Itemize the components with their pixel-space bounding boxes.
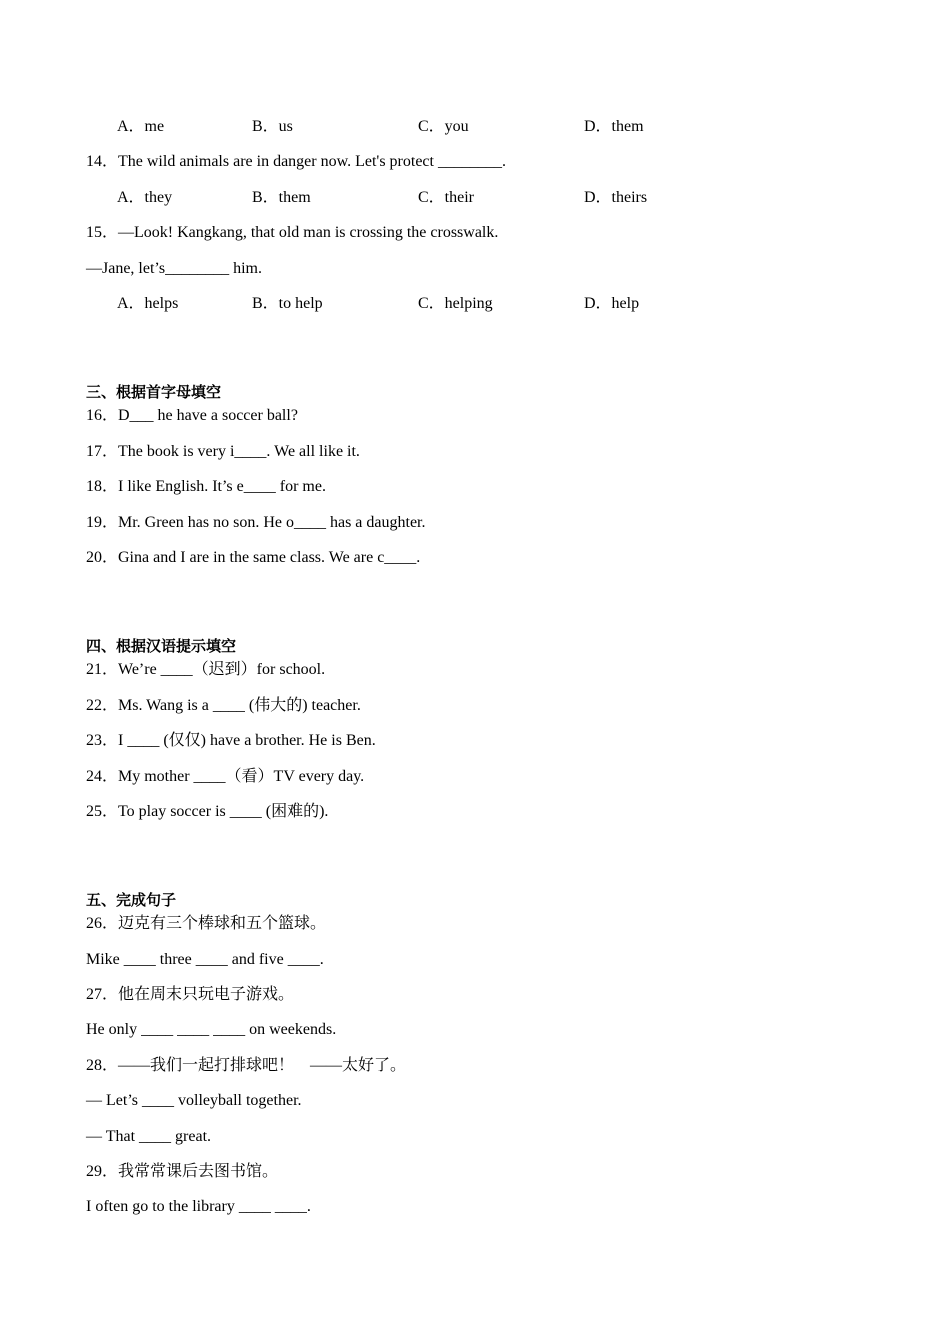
q14-option-c: C．their — [418, 189, 474, 206]
q15-option-a: A．helps — [117, 295, 179, 312]
q15-option-c: C．helping — [418, 295, 493, 312]
q26-prompt: 26．迈克有三个棒球和五个篮球。 — [86, 915, 327, 932]
q13-option-b: B．us — [252, 118, 293, 135]
q15-stem: 15．—Look! Kangkang, that old man is crossing the crosswalk. — [86, 224, 499, 241]
q19: 19．Mr. Green has no son. He o____ has a daughter. — [86, 514, 426, 531]
q13-option-c: C．you — [418, 118, 469, 135]
q14-stem: 14．The wild animals are in danger now. Let's protect ________. — [86, 153, 506, 170]
section3-title: 三、根据首字母填空 — [86, 383, 222, 401]
q28-sentence-1: — Let’s ____ volleyball together. — [86, 1092, 302, 1109]
q18: 18．I like English. It’s e____ for me. — [86, 478, 326, 495]
q21: 21．We’re ____（迟到）for school. — [86, 661, 326, 678]
section5-title: 五、完成句子 — [86, 891, 177, 909]
q23: 23．I ____ (仅仅) have a brother. He is Ben. — [86, 732, 376, 749]
q24: 24．My mother ____（看）TV every day. — [86, 768, 365, 785]
q14-option-d: D．theirs — [584, 189, 648, 206]
q17: 17．The book is very i____. We all like it. — [86, 443, 360, 460]
q14-option-b: B．them — [252, 189, 311, 206]
q13-option-d: D．them — [584, 118, 644, 135]
q27-prompt: 27．他在周末只玩电子游戏。 — [86, 986, 295, 1003]
q15-option-b: B．to help — [252, 295, 323, 312]
q15-reply: —Jane, let’s________ him. — [86, 260, 262, 277]
q27-sentence: He only ____ ____ ____ on weekends. — [86, 1021, 337, 1038]
q26-sentence: Mike ____ three ____ and five ____. — [86, 951, 324, 968]
q20: 20．Gina and I are in the same class. We are c____. — [86, 549, 421, 566]
q15-option-d: D．help — [584, 295, 640, 312]
q13-option-a: A．me — [117, 118, 165, 135]
section4-title: 四、根据汉语提示填空 — [86, 637, 237, 655]
q29-prompt: 29．我常常课后去图书馆。 — [86, 1163, 279, 1180]
q16: 16．D___ he have a soccer ball? — [86, 407, 298, 424]
q29-sentence: I often go to the library ____ ____. — [86, 1198, 311, 1215]
q14-option-a: A．they — [117, 189, 173, 206]
q25: 25．To play soccer is ____ (困难的). — [86, 803, 329, 820]
q28-sentence-2: — That ____ great. — [86, 1128, 212, 1145]
q28-prompt: 28．——我们一起打排球吧！ ——太好了。 — [86, 1057, 407, 1074]
q22: 22．Ms. Wang is a ____ (伟大的) teacher. — [86, 697, 361, 714]
